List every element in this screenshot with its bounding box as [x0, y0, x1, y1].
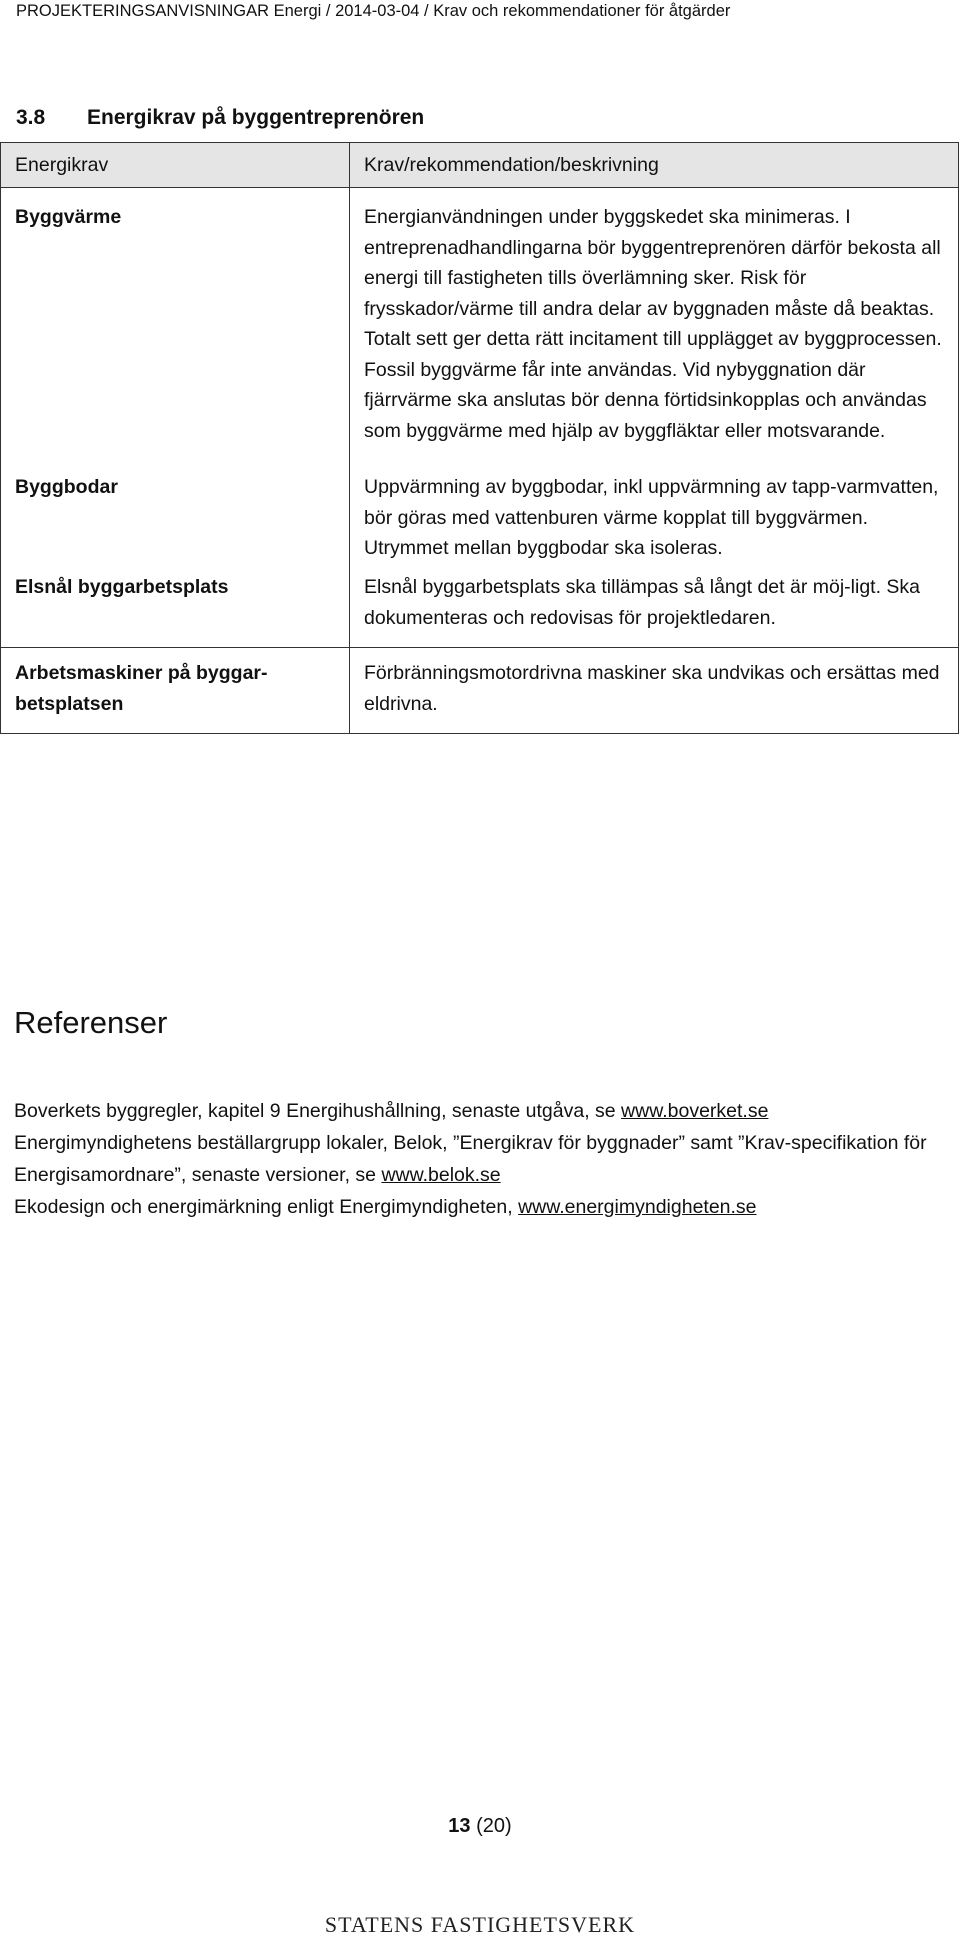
references-list — [14, 1095, 944, 1223]
section-title: Energikrav på byggentreprenören — [87, 106, 425, 129]
table-header-row — [1, 143, 959, 188]
reference-item — [14, 1127, 944, 1191]
requirements-table — [0, 142, 959, 734]
reference-text: Energimyndighetens beställargrupp lokaler, Belok, ”Energikrav för byggnader” samt ”Krav-specifikation för Energisamordnare”, senaste versioner, se — [14, 1132, 927, 1186]
reference-item — [14, 1191, 944, 1223]
reference-text: Ekodesign och energimärkning enligt Energimyndigheten, — [14, 1196, 519, 1218]
reference-item — [14, 1095, 944, 1127]
row-description: Energianvändningen under byggskedet ska minimeras. I entreprenadhandlingarna bör byggentreprenören därför bekosta all energi till fastigheten tills överlämning sker. Risk för frysskador/värme till andra delar av byggnaden måste då beaktas. Totalt sett ger detta rätt incitament till upplägget av byggprocessen. Fossil byggvärme får inte användas. Vid nybyggnation där fjärrvärme ska anslutas bör denna förtidsinkopplas och användas som byggvärme med hjälp av byggfläktar eller motsvarande. — [350, 188, 959, 473]
references-title: Referenser — [14, 1005, 168, 1040]
reference-link[interactable]: www.energimyndigheten.se — [518, 1196, 757, 1218]
page-total: (20) — [476, 1815, 512, 1837]
column-header-energikrav: Energikrav — [1, 143, 350, 188]
row-label: Elsnål byggarbetsplats — [1, 572, 350, 648]
table-row — [1, 572, 959, 648]
row-description: Elsnål byggarbetsplats ska tillämpas så långt det är möj-ligt. Ska dokumenteras och redovisas för projektledaren. — [350, 572, 959, 648]
page-number — [0, 1815, 960, 1838]
reference-text: Boverkets byggregler, kapitel 9 Energihushållning, senaste utgåva, se — [14, 1100, 622, 1122]
row-label: Arbetsmaskiner på byggar-betsplatsen — [1, 648, 350, 734]
row-label: Byggbodar — [1, 472, 350, 572]
table-row — [1, 472, 959, 572]
table-row — [1, 648, 959, 734]
column-header-krav: Krav/rekommendation/beskrivning — [350, 143, 959, 188]
organization-logo: STATENS FASTIGHETSVERK — [324, 1912, 636, 1937]
reference-link[interactable]: www.belok.se — [381, 1164, 501, 1186]
running-header: PROJEKTERINGSANVISNINGAR Energi / 2014-03-04 / Krav och rekommendationer för åtgärder — [16, 2, 731, 20]
section-number: 3.8 — [16, 106, 46, 129]
page-current: 13 — [448, 1815, 471, 1837]
row-description: Förbränningsmotordrivna maskiner ska undvikas och ersättas med eldrivna. — [350, 648, 959, 734]
row-description: Uppvärmning av byggbodar, inkl uppvärmning av tapp-varmvatten, bör göras med vattenburen värme kopplat till byggvärmen. Utrymmet mellan byggbodar ska isoleras. — [350, 472, 959, 572]
table-row — [1, 188, 959, 473]
section-heading — [16, 104, 424, 132]
reference-link[interactable]: www.boverket.se — [621, 1100, 769, 1122]
row-label: Byggvärme — [1, 188, 350, 473]
